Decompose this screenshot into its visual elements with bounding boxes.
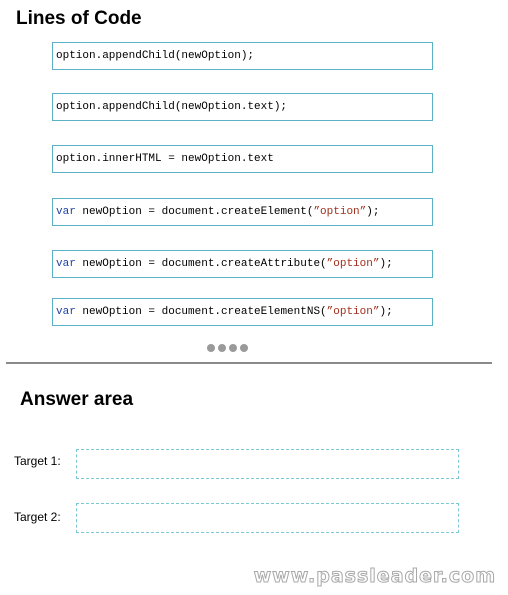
target-2-dropzone[interactable] bbox=[76, 503, 459, 533]
code-text: option.appendChild(newOption); bbox=[56, 50, 255, 62]
dot-icon bbox=[218, 344, 226, 352]
code-text: newOption = document.createElement( bbox=[75, 206, 314, 218]
dot-icon bbox=[229, 344, 237, 352]
code-text: newOption = document.createElementNS( bbox=[75, 306, 327, 318]
more-items-indicator bbox=[207, 344, 248, 352]
code-line-option-1[interactable] bbox=[52, 42, 433, 70]
code-line-option-3[interactable] bbox=[52, 145, 433, 173]
code-tail: ); bbox=[379, 258, 393, 270]
code-line-option-6[interactable] bbox=[52, 298, 433, 326]
code-text: option.innerHTML = newOption.text bbox=[56, 153, 274, 165]
answer-area-heading: Answer area bbox=[20, 389, 134, 410]
code-tail: ); bbox=[379, 306, 393, 318]
lines-of-code-heading: Lines of Code bbox=[16, 8, 142, 29]
code-keyword: var bbox=[56, 206, 76, 218]
code-keyword: var bbox=[56, 306, 76, 318]
code-line-option-5[interactable] bbox=[52, 250, 433, 278]
code-string: ”option” bbox=[313, 206, 367, 218]
code-string: ”option” bbox=[326, 258, 380, 270]
target-2-label: Target 2: bbox=[14, 510, 61, 524]
code-line-option-2[interactable] bbox=[52, 93, 433, 121]
code-keyword: var bbox=[56, 258, 76, 270]
dot-icon bbox=[207, 344, 215, 352]
code-string: ”option” bbox=[326, 306, 380, 318]
target-1-label: Target 1: bbox=[14, 454, 61, 468]
code-line-option-4[interactable] bbox=[52, 198, 433, 226]
watermark: www.passleader.com bbox=[253, 565, 496, 587]
target-1-dropzone[interactable] bbox=[76, 449, 459, 479]
code-text: option.appendChild(newOption.text); bbox=[56, 101, 288, 113]
code-text: newOption = document.createAttribute( bbox=[75, 258, 327, 270]
dot-icon bbox=[240, 344, 248, 352]
code-tail: ); bbox=[366, 206, 380, 218]
section-divider bbox=[6, 362, 492, 364]
